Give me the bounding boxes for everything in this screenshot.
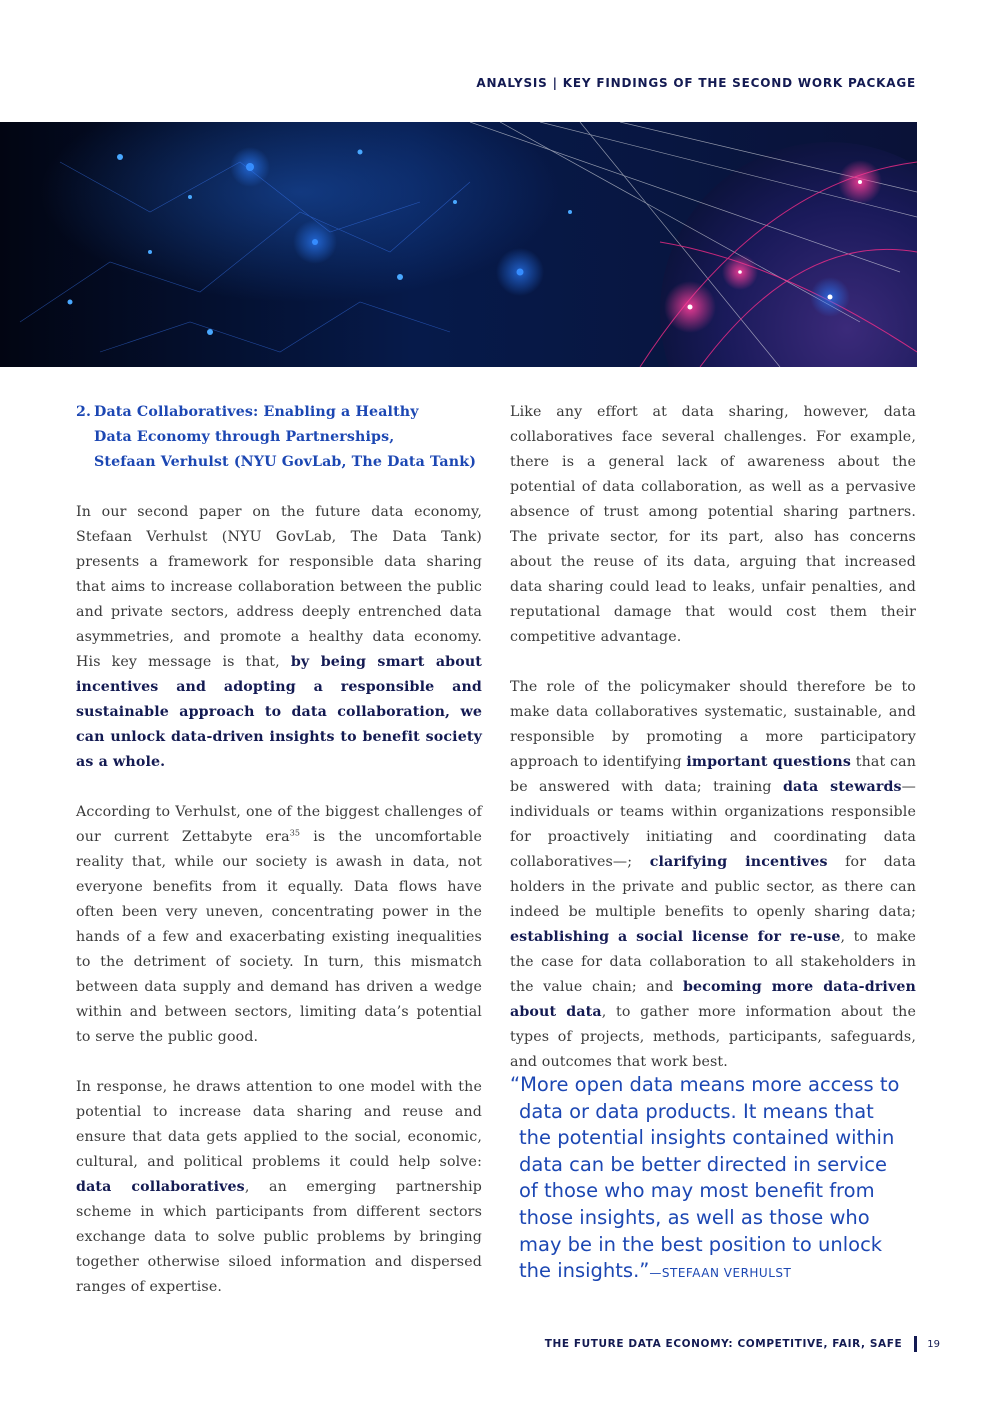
section-heading — [76, 400, 482, 475]
pull-quote — [510, 1072, 920, 1287]
section-number: 2. — [76, 404, 92, 420]
quote-line-last: the insights.”—STEFAAN VERHULST — [519, 1259, 792, 1283]
page-footer — [545, 1336, 940, 1352]
quote-line: may be in the best position to unlock — [519, 1232, 883, 1256]
key-message: by being smart about incentives and adopting a responsible and sustainable approach to data collaboration, we can unlock data-driven insights to benefit society as a whole. — [76, 654, 483, 770]
running-head-title: KEY FINDINGS OF THE SECOND WORK PACKAGE — [562, 76, 916, 90]
quote-line: data or data products. It means that — [519, 1099, 874, 1123]
page-number: 19 — [927, 1338, 940, 1350]
footer-title: THE FUTURE DATA ECONOMY: COMPETITIVE, FAIR, SAFE — [544, 1338, 903, 1350]
footer-divider — [914, 1336, 917, 1352]
running-head-section: ANALYSIS — [476, 76, 548, 90]
right-paragraph-1: Like any effort at data sharing, however, data collaboratives face several challenges. For example, there is a general lack of awareness about the potential of data collaboration, as well as a pervasive absence of trust among potential sharing partners. The private sector, for its part, also has concerns about the reuse of its data, arguing that increased data sharing could lead to leaks, unfair penalties, and reputational damage that would cost them their competitive advantage. — [510, 404, 916, 645]
quote-line: those insights, as well as those who — [519, 1205, 870, 1229]
quote-attribution: —STEFAAN VERHULST — [649, 1266, 792, 1281]
digital-network-globe-image — [0, 122, 917, 367]
running-head-separator: | — [552, 76, 558, 90]
running-head — [476, 76, 916, 90]
left-paragraph-1: In our second paper on the future data economy, Stefaan Verhulst (NYU GovLab, The Data Tank) presents a framework for responsible data sharing that aims to increase collaboration between the public and private sectors, address deeply entrenched data asymmetries, and promote a healthy data economy. His key message is that, by being smart about incentives and adopting a responsible and sustainable approach to data collaboration, we can unlock data-driven insights to benefit society as a whole. — [76, 504, 483, 770]
left-paragraph-2: According to Verhulst, one of the biggest challenges of our current Zettabyte era$^{35}$ is the uncomfortable reality that, while our society is awash in data, not everyone benefits from it equally. Data flows have often been very uneven, concentrating power in the hands of a few and exacerbating existing inequalities to the detriment of society. In turn, this mismatch between data supply and demand has driven a wedge within and between sectors, limiting data’s potential to serve the public good. — [76, 804, 482, 1045]
left-paragraph-3: In response, he draws attention to one model with the potential to increase data sharing and reuse and ensure that data gets applied to the social, economic, cultural, and political problems it could help solve: data collaboratives, an emerging partnership scheme in which participants from different sectors exchange data to solve public problems by bringing together otherwise siloed information and dispersed ranges of expertise. — [76, 1079, 482, 1295]
right-paragraph-2: The role of the policymaker should therefore be to make data collaboratives systematic, sustainable, and responsible by promoting a more participatory approach to identifying important questions that can be answered with data; training data stewards—individuals or teams within organizations responsible for proactively initiating and coordinating data collaboratives—; clarifying incentives for data holders in the private and public sector, as there can indeed be multiple benefits to openly sharing data; establishing a social license for re-use, to make the case for data collaboration to all stakeholders in the value chain; and becoming more data-driven about data, to gather more information about the types of projects, methods, participants, safeguards, and outcomes that work best. — [510, 679, 916, 1070]
section-heading-line-2: Data Economy through Partnerships, — [94, 429, 395, 445]
right-column — [510, 400, 916, 1100]
quote-line: of those who may most benefit from — [519, 1179, 875, 1203]
quote-line: the potential insights contained within — [519, 1126, 895, 1150]
footnote-ref[interactable]: 35 — [289, 828, 301, 838]
section-heading-line-1: 2. Data Collaboratives: Enabling a Healthy — [76, 400, 482, 425]
left-column — [76, 400, 482, 1325]
quote-line: data can be better directed in service — [519, 1152, 887, 1176]
banner-image — [0, 122, 917, 367]
section-heading-line-3: Stefaan Verhulst (NYU GovLab, The Data Tank) — [94, 454, 477, 470]
quote-line: “More open data means more access to — [510, 1073, 900, 1096]
